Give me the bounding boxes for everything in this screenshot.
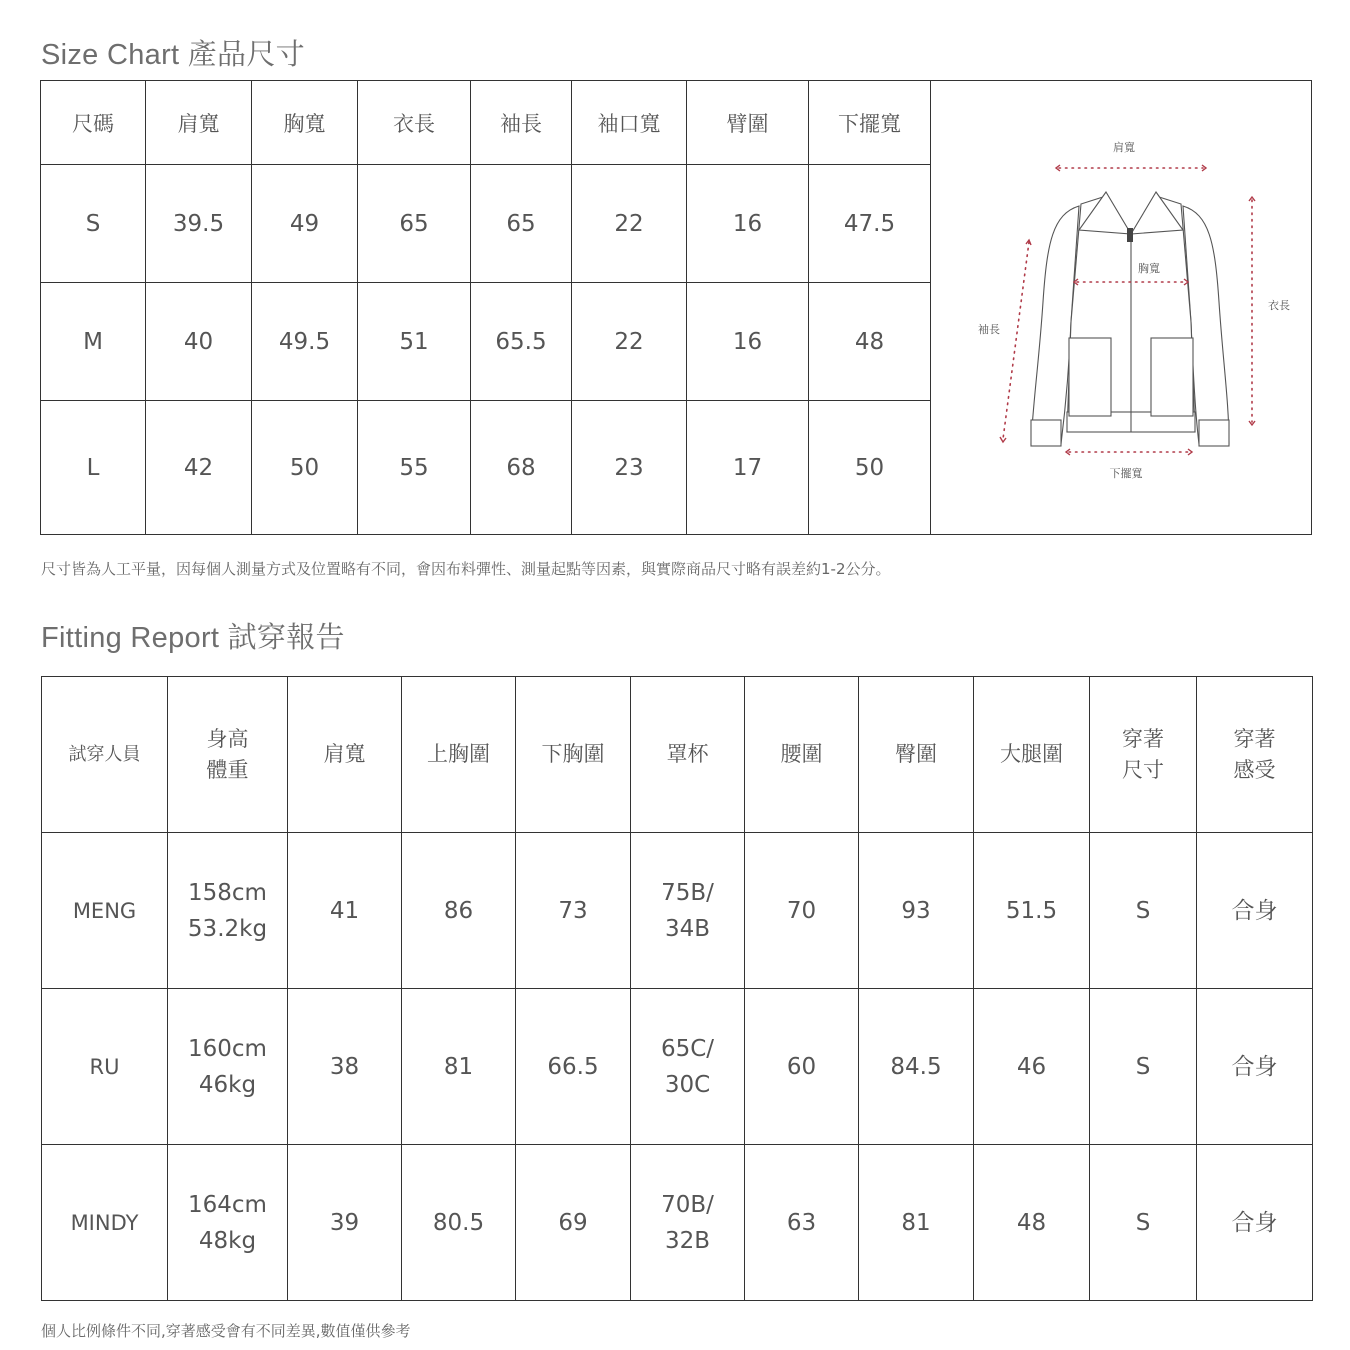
size-cell: S [41,165,146,283]
tester-name: RU [42,989,168,1145]
header-fit-feel [1197,677,1313,833]
right-pocket [1151,338,1193,416]
weight-value: 46kg [198,1071,257,1098]
arm-cell: 16 [687,165,809,283]
cuff-cell: 22 [572,165,687,283]
left-pocket [1069,338,1111,416]
under-bust-value: 73 [516,833,631,989]
header-length: 衣長 [358,81,471,165]
hem-cell: 50 [809,401,931,535]
sleeve-cell: 65.5 [471,283,572,401]
height-value: 164cm [188,1191,267,1218]
cup-value-line1: 75B/ [661,879,714,906]
header-shoulder: 肩寬 [146,81,252,165]
hip-value: 84.5 [859,989,974,1145]
arm-cell: 16 [687,283,809,401]
header-arm: 臂圍 [687,81,809,165]
header-height: 身高 [206,726,249,751]
cup-value-line1: 70B/ [661,1191,714,1218]
shoulder-cell: 40 [146,283,252,401]
zipper-pull [1127,228,1133,242]
length-cell: 65 [358,165,471,283]
chest-cell: 49.5 [252,283,358,401]
shoulder-value: 41 [288,833,402,989]
header-under-bust: 下胸圍 [516,677,631,833]
cup-cell [631,1145,745,1301]
header-tester: 試穿人員 [42,677,168,833]
thigh-value: 46 [974,989,1090,1145]
header-worn-size [1090,677,1197,833]
cup-cell [631,833,745,989]
header-worn-size-line1: 穿著 [1122,726,1164,751]
header-cup: 罩杯 [631,677,745,833]
shoulder-value: 39 [288,1145,402,1301]
height-weight-cell [168,989,288,1145]
shoulder-diagram-label: 肩寬 [1113,140,1135,154]
cup-value-line1: 65C/ [660,1035,715,1062]
cup-cell [631,989,745,1145]
height-weight-cell [168,1145,288,1301]
fitting-report-table [41,676,1313,1301]
fitting-row-meng [42,833,1313,989]
weight-value: 48kg [198,1227,257,1254]
thigh-value: 51.5 [974,833,1090,989]
chest-diagram-label: 胸寬 [1138,261,1160,275]
fit-feel-value: 合身 [1197,989,1313,1145]
size-cell: M [41,283,146,401]
tester-name: MENG [42,833,168,989]
shoulder-value: 38 [288,989,402,1145]
waist-value: 63 [745,1145,859,1301]
fitting-row-mindy [42,1145,1313,1301]
sleeve-cell: 68 [471,401,572,535]
size-chart-note: 尺寸皆為人工平量，因每個人測量方式及位置略有不同，會因布料彈性、測量起點等因素，與實際商品尺寸略有誤差約1-2公分。 [41,560,891,578]
length-diagram-label: 衣長 [1268,298,1290,312]
header-cuff: 袖口寬 [572,81,687,165]
sleeve-diagram-label: 袖長 [978,322,1000,336]
size-chart-title: Size Chart 產品尺寸 [41,39,305,71]
header-fit-feel-line1: 穿著 [1233,726,1276,751]
sleeve-cell: 65 [471,165,572,283]
cuff-cell: 22 [572,283,687,401]
shoulder-cell: 42 [146,401,252,535]
header-weight: 體重 [206,757,249,782]
thigh-value: 48 [974,1145,1090,1301]
header-thigh: 大腿圍 [974,677,1090,833]
height-value: 158cm [188,879,267,906]
header-upper-bust: 上胸圍 [402,677,516,833]
arm-cell: 17 [687,401,809,535]
header-size: 尺碼 [41,81,146,165]
hem-cell: 48 [809,283,931,401]
right-cuff [1199,420,1229,446]
chest-cell: 50 [252,401,358,535]
tester-name: MINDY [42,1145,168,1301]
size-cell: L [41,401,146,535]
under-bust-value: 69 [516,1145,631,1301]
header-hem: 下擺寬 [809,81,931,165]
fit-feel-value: 合身 [1197,1145,1313,1301]
fit-feel-value: 合身 [1197,833,1313,989]
length-cell: 55 [358,401,471,535]
upper-bust-value: 86 [402,833,516,989]
cup-value-line2: 32B [664,1227,711,1254]
fitting-header-row [42,677,1313,833]
shoulder-cell: 39.5 [146,165,252,283]
upper-bust-value: 80.5 [402,1145,516,1301]
cuff-cell: 23 [572,401,687,535]
fitting-report-title: Fitting Report 試穿報告 [41,622,345,654]
waist-value: 60 [745,989,859,1145]
cup-value-line2: 34B [664,915,711,942]
chest-cell: 49 [252,165,358,283]
worn-size-value: S [1090,989,1197,1145]
hip-value: 81 [859,1145,974,1301]
fitting-row-ru [42,989,1313,1145]
header-worn-size-line2: 尺寸 [1122,757,1164,782]
under-bust-value: 66.5 [516,989,631,1145]
length-cell: 51 [358,283,471,401]
size-chart-table [40,80,1312,535]
header-waist: 腰圍 [745,677,859,833]
size-chart-header-row [41,81,1312,165]
header-height-weight [168,677,288,833]
upper-bust-value: 81 [402,989,516,1145]
fitting-report-note: 個人比例條件不同,穿著感受會有不同差異,數值僅供參考 [41,1322,411,1340]
jacket-measurement-diagram [931,81,1312,535]
worn-size-value: S [1090,1145,1197,1301]
hem-cell: 47.5 [809,165,931,283]
header-hip: 臀圍 [859,677,974,833]
left-cuff [1031,420,1061,446]
header-fit-feel-line2: 感受 [1233,757,1276,782]
weight-value: 53.2kg [187,915,268,942]
hem-diagram-label: 下擺寬 [1109,466,1143,480]
height-value: 160cm [188,1035,267,1062]
hip-value: 93 [859,833,974,989]
header-chest: 胸寬 [252,81,358,165]
header-sleeve: 袖長 [471,81,572,165]
waist-value: 70 [745,833,859,989]
worn-size-value: S [1090,833,1197,989]
jacket-diagram-svg [931,82,1311,534]
header-shoulder: 肩寬 [288,677,402,833]
cup-value-line2: 30C [664,1071,711,1098]
height-weight-cell [168,833,288,989]
sleeve-measure-line [1003,242,1029,439]
